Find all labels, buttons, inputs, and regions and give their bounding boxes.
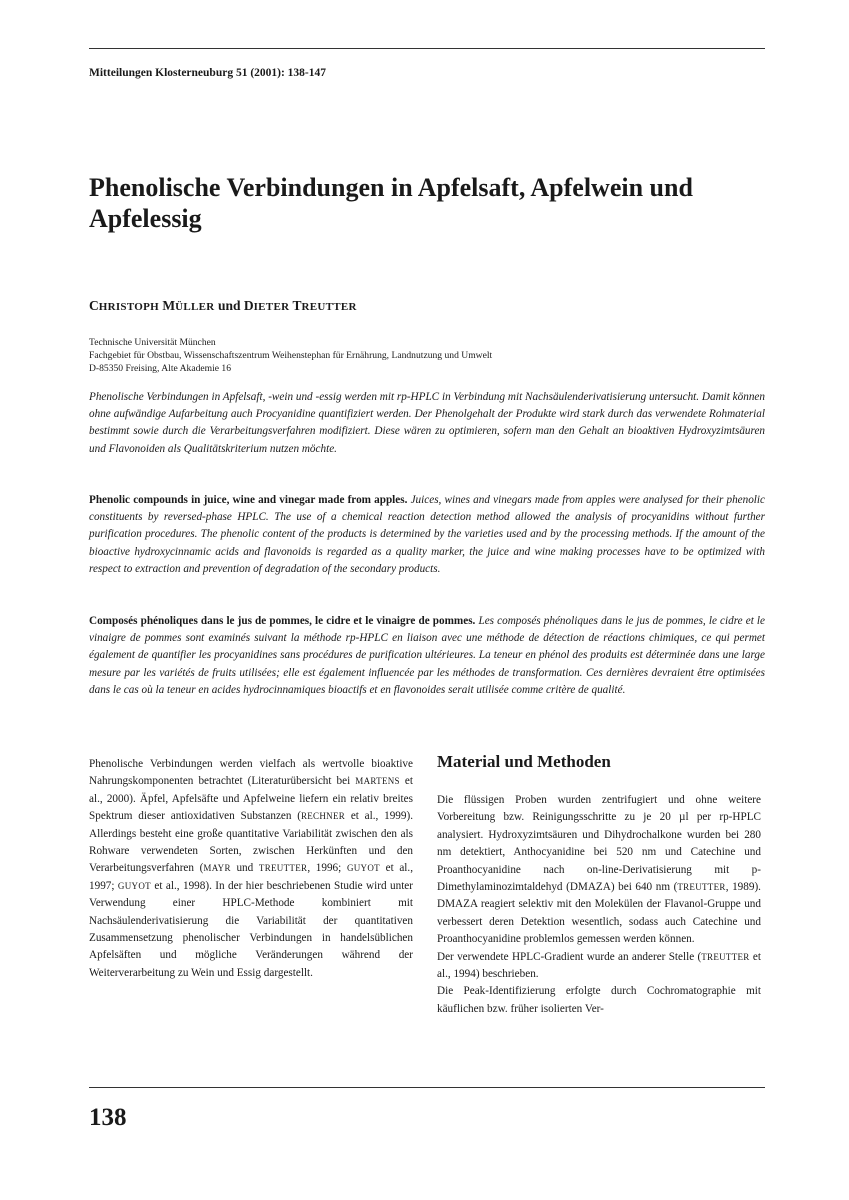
affiliation-line: Technische Universität München <box>89 337 216 348</box>
abstract-german: Phenolische Verbindungen in Apfelsaft, -wein und -essig werden mit rp-HPLC in Verbindung mit Nachsäulenderivatisierung untersucht. Damit können ohne aufwändige Aufarbeitung auch Procyanidine quantifiziert werden. Der Phenolgehalt der Produkte wird stark durch das verwendete Rohmaterial bestimmt sowie durch die Verarbeitungsverfahren modifiziert. Diese wären zu optimieren, sofern man den Gehalt an bioaktiven Hydroxyzimtsäuren und Flavonoiden als Qualitätskriterium nutzen möchte. <box>89 391 765 455</box>
affiliation-line: Fachgebiet für Obstbau, Wissenschaftszentrum Weihenstephan für Ernährung, Landnutzung und Umwelt <box>89 350 493 361</box>
affiliation <box>89 336 492 375</box>
author-line: CHRISTOPH MÜLLER und DIETER TREUTTER <box>89 298 357 313</box>
section-heading-methods: Material und Methoden <box>437 752 611 771</box>
methods-paragraph: Der verwendete HPLC-Gradient wurde an anderer Stelle (TREUTTER et al., 1994) beschrieben. <box>437 950 762 981</box>
abstract-english: Phenolic compounds in juice, wine and vinegar made from apples. Juices, wines and vinegars made from apples were analysed for their phenolic constituents by reversed-phase HPLC. The use of a chemical reaction detection method allowed the analysis of procyanidins without further purification procedures. The phenolic content of the products is determined by the varieties used and by the processing methods. If the amount of the bioactive hydroxycinnamic acids and flavonoids is regarded as a quality marker, the juice and wine making processes have to be optimized with respect to extraction and prevention of degradation of the secondary products. <box>89 494 765 575</box>
methods-paragraph: Die Peak-Identifizierung erfolgte durch Cochromatographie mit käuflichen bzw. früher isolierten Ver- <box>437 985 761 1015</box>
journal-header: Mitteilungen Klosterneuburg 51 (2001): 138-147 <box>89 67 327 79</box>
intro-column <box>89 756 413 982</box>
top-rule <box>89 48 765 49</box>
page-number: 138 <box>89 1104 127 1131</box>
abstract-english-title: Phenolic compounds in juice, wine and vinegar made from apples. <box>89 494 408 506</box>
methods-column <box>437 792 761 1018</box>
methods-paragraph: Die flüssigen Proben wurden zentrifugiert und ohne weitere Vorbereitung bzw. Reinigungsschritte zu je 20 µl per rp-HPLC analysiert. Hydroxyzimtsäuren und Dihydrochalkone wurden bei 280 nm detektiert, Anthocyanidine bei 520 nm und Catechine und Proanthocyanidine nach on-line-Derivatisierung mit p-Dimethylaminozimtaldehyd (DMAZA) bei 640 nm (TREUTTER, 1989). DMAZA reagiert selektiv mit den Molekülen der Flavanol-Gruppe und verbessert deren Detektion wesentlich, sodass auch Catechine und Proanthocyanidine problemlos gemessen werden können. <box>437 794 761 946</box>
article-title: Phenolische Verbindungen in Apfelsaft, Apfelwein und Apfelessig <box>89 173 693 233</box>
intro-paragraph: Phenolische Verbindungen werden vielfach als wertvolle bioaktive Nahrungskomponenten betrachtet (Literaturübersicht bei MARTENS et al., 2000). Äpfel, Apfelsäfte und Apfelweine liefern ein relativ breites Spektrum dieser antioxidativen Substanzen (RECHNER et al., 1999). Allerdings besteht eine große quantitative Variabilität zwischen den als Rohware verwendeten Sorten, zwischen Herkünften und den Verarbeitungsverfahren (MAYR und TREUTTER, 1996; GUYOT et al., 1997; GUYOT et al., 1998). In der hier beschriebenen Studie wird unter Verwendung einer HPLC-Methode kombiniert mit Nachsäulenderivatisierung die Variabilität der quantitativen Zusammensetzung phenolischer Verbindungen in handelsüblichen Apfelsäften und mögliche Veränderungen während der Weiterverarbeitung zu Wein und Essig dargestellt. <box>89 758 414 979</box>
bottom-rule <box>89 1087 765 1088</box>
abstract-french-title: Composés phénoliques dans le jus de pommes, le cidre et le vinaigre de pommes. <box>89 615 476 627</box>
abstract-french: Composés phénoliques dans le jus de pommes, le cidre et le vinaigre de pommes. Les composés phénoliques dans le jus de pommes, le cidre et le vinaigre de pommes sont examinés suivant la méthode rp-HPLC en liaison avec une méthode de détection de réactions chimiques, ce qui permet également de quantifier les procyanidines sans procédures de purification ultérieures. La teneur en phénol des produits est déterminée dans une large mesure par les variétés de fruits utilisées; elle est également influencée par les méthodes de transformation. Ces dernières devraient être optimisées dans le cas où la teneur en acides hydrocinnamiques bioactifs et en flavonoides serait utilisée comme critère de qualité. <box>89 615 765 696</box>
affiliation-line: D-85350 Freising, Alte Akademie 16 <box>89 363 232 374</box>
